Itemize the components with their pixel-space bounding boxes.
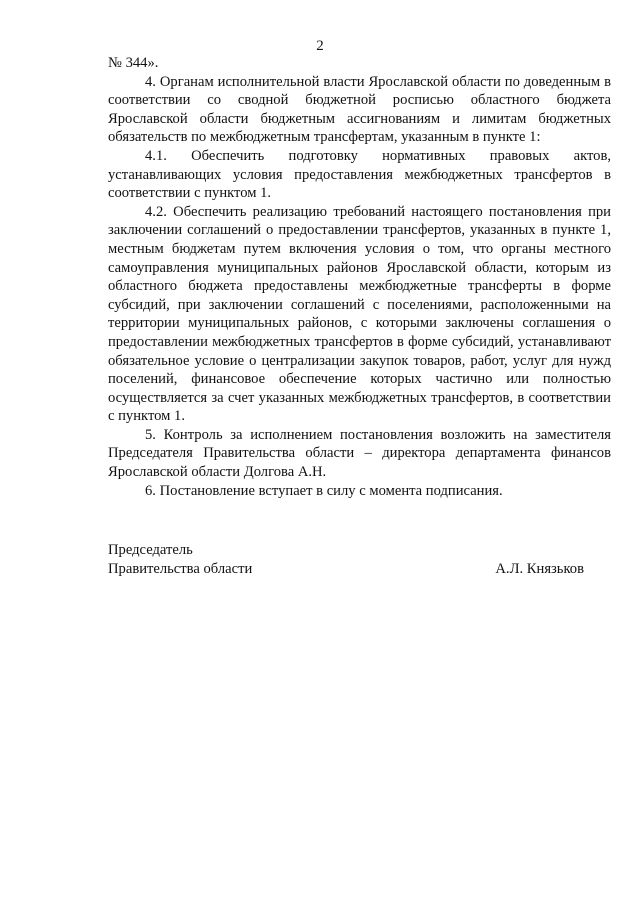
signature-line <box>108 560 611 579</box>
paragraph-item-6: 6. Постановление вступает в силу с момента подписания. <box>145 482 503 499</box>
paragraph-item-5: 5. Контроль за исполнением постановления возложить на заместителя Председателя Правительства области – директора департамента финансов Ярославской области Долгова А.Н. <box>108 426 611 481</box>
signatory-title-line1: Председатель <box>108 542 193 558</box>
page-number: 2 <box>316 38 324 54</box>
signatory-name: А.Л. Князьков <box>495 560 584 577</box>
paragraph-continuation: № 344». <box>108 55 159 71</box>
signatory-title-line2: Правительства области <box>108 560 253 577</box>
paragraph-item-4-1: 4.1. Обеспечить подготовку нормативных правовых актов, устанавливающих условия предоставления межбюджетных трансфертов в соответствии с пунктом 1. <box>108 147 611 202</box>
paragraph-item-4-2: 4.2. Обеспечить реализацию требований настоящего постановления при заключении соглашений о предоставлении трансфертов, указанных в пункте 1, местным бюджетам путем включения условия о том, что органы местного самоуправления муниципальных районов Ярославской области, которым из областного бюджета предоставлены межбюджетные трансферты в форме субсидий, при заключении соглашений с поселениями, расположенными на территории муниципальных районов, с которыми заключены соглашения о предоставлении межбюджетных трансфертов в форме субсидий, устанавливают обязательное условие о централизации закупок товаров, работ, услуг для нужд поселений, финансовое обеспечение которых частично или полностью осуществляется за счет указанных межбюджетных трансфертов, в соответствии с пунктом 1. <box>108 203 611 425</box>
document-body <box>108 54 611 500</box>
signature-block <box>108 541 611 578</box>
paragraph-item-4: 4. Органам исполнительной власти Ярославской области по доведенным в соответствии со сводной бюджетной росписью областного бюджета Ярославской области бюджетным ассигнованиям и лимитам бюджетных обязательств по межбюджетным трансфертам, указанным в пункте 1: <box>108 73 611 146</box>
